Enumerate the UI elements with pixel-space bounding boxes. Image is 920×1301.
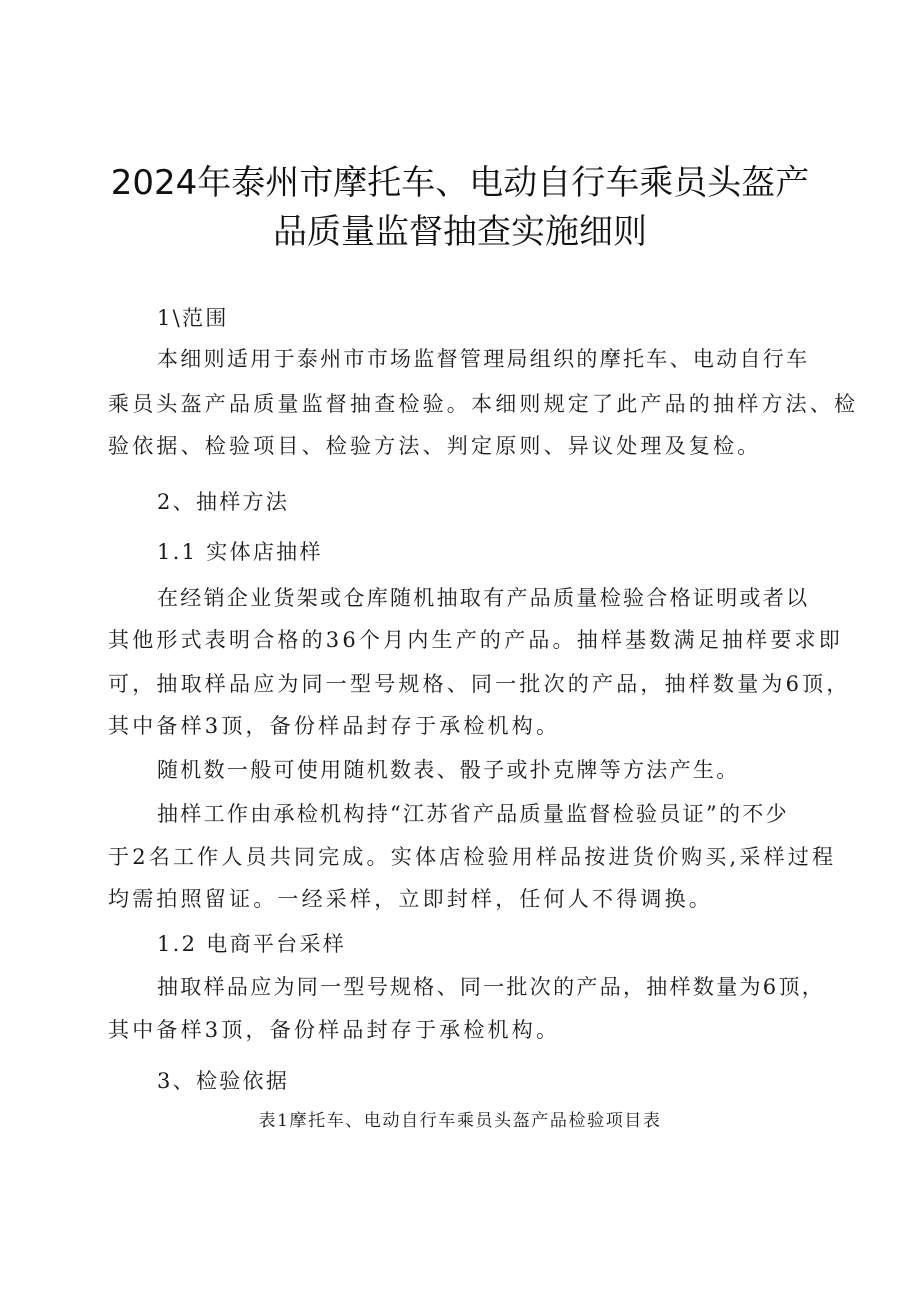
paragraph-line: 抽取样品应为同一型号规格、同一批次的产品，抽样数量为6顶，	[157, 975, 826, 999]
paragraph-line: 验依据、检验项目、检验方法、判定原则、异议处理及复检。	[108, 434, 762, 458]
section-heading-sampling: 2、抽样方法	[157, 490, 290, 514]
paragraph-line: 可，抽取样品应为同一型号规格、同一批次的产品，抽样数量为6顶，	[108, 672, 851, 696]
document-title-line-1: 2024年泰州市摩托车、电动自行车乘员头盔产	[110, 163, 810, 203]
paragraph-line: 均需拍照留证。一经采样，立即封样，任何人不得调换。	[108, 887, 713, 911]
subsection-heading-store: 1.1 实体店抽样	[157, 540, 323, 564]
paragraph-line: 其中备样3顶，备份样品封存于承检机构。	[108, 1018, 561, 1042]
paragraph-line: 于2名工作人员共同完成。实体店检验用样品按进货价购买,采样过程	[108, 845, 837, 869]
paragraph-line: 其中备样3顶，备份样品封存于承检机构。	[108, 714, 561, 738]
paragraph-line: 其他形式表明合格的36个月内生产的产品。抽样基数满足抽样要求即	[108, 628, 843, 652]
paragraph-line: 乘员头盔产品质量监督抽查检验。本细则规定了此产品的抽样方法、检	[108, 392, 859, 416]
paragraph-line: 本细则适用于泰州市市场监督管理局组织的摩托车、电动自行车	[157, 347, 810, 371]
document-title-line-2: 品质量监督抽查实施细则	[273, 212, 647, 252]
table-caption: 表1摩托车、电动自行车乘员头盔产品检验项目表	[258, 1111, 662, 1131]
subsection-heading-ecommerce: 1.2 电商平台采样	[157, 932, 347, 956]
paragraph-line: 随机数一般可使用随机数表、骰子或扑克牌等方法产生。	[157, 758, 740, 782]
paragraph-line: 在经销企业货架或仓库随机抽取有产品质量检验合格证明或者以	[157, 586, 810, 610]
section-heading-basis: 3、检验依据	[157, 1069, 290, 1093]
paragraph-line: 抽样工作由承检机构持“江苏省产品质量监督检验员证”的不少	[157, 802, 789, 826]
section-heading-scope: 1\范围	[157, 306, 229, 330]
